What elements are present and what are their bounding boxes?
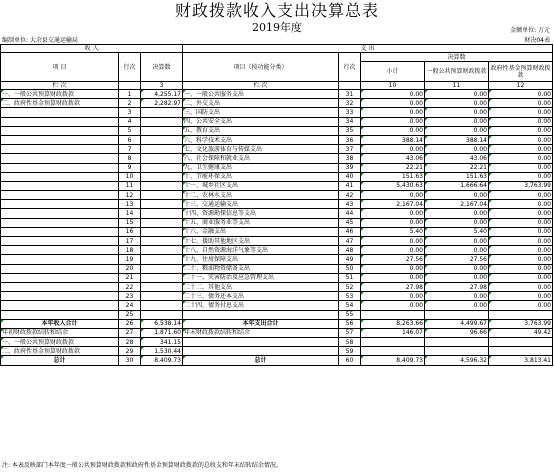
income-line-cell: 5 (119, 126, 141, 135)
income-item-cell (1, 145, 119, 154)
subtotal-cell: 0.00 (361, 301, 425, 310)
expense-item-cell (183, 310, 339, 319)
expense-item-cell: 五、教育支出 (183, 126, 339, 135)
general-budget-cell: 0.00 (425, 126, 489, 135)
income-line-cell: 25 (119, 310, 141, 319)
general-budget-cell: 27.56 (425, 255, 489, 264)
general-budget-cell: 0.00 (425, 246, 489, 255)
subtotal-cell: 0.00 (361, 218, 425, 227)
subtotal-cell: 0.00 (361, 237, 425, 246)
income-line-cell: 3 (119, 108, 141, 117)
subtotal-cell (361, 338, 425, 347)
expense-line-cell: 32 (339, 99, 361, 108)
general-budget-cell (425, 338, 489, 347)
table-row (1, 191, 553, 200)
income-line-cell: 19 (119, 255, 141, 264)
gov-fund-cell (489, 347, 553, 356)
table-row (1, 172, 553, 181)
income-amount-cell (141, 163, 183, 172)
subtotal-cell: 2,167.04 (361, 200, 425, 209)
expense-item-header: 项目（按功能分类） (183, 53, 339, 82)
income-amount-cell (141, 200, 183, 209)
footer-note: 注: 本表反映部门本年度一般公共预算财政拨款和政府性基金预算财政拨款的总收支和年末结转结余情况。 (2, 462, 282, 469)
income-item-cell (1, 301, 119, 310)
table-row (1, 209, 553, 218)
expense-item-cell: 四、公共安全支出 (183, 117, 339, 126)
table-row (1, 273, 553, 282)
income-line-header: 行次 (119, 53, 141, 82)
income-amount-cell (141, 117, 183, 126)
income-amount-cell (141, 255, 183, 264)
income-line-cell: 22 (119, 282, 141, 291)
subtotal-header: 小计 (361, 62, 425, 82)
income-item-cell (1, 108, 119, 117)
expense-line-cell: 48 (339, 246, 361, 255)
income-line-cell: 21 (119, 273, 141, 282)
subtotal-cell: 0.00 (361, 145, 425, 154)
expense-line-cell: 58 (339, 338, 361, 347)
income-amount-cell: 341.15 (141, 338, 183, 347)
income-amount-cell (141, 264, 183, 273)
gov-fund-cell: 3,763.99 (489, 319, 553, 328)
income-line-cell: 20 (119, 264, 141, 273)
general-budget-cell: 0.00 (425, 191, 489, 200)
general-budget-cell: 388.14 (425, 135, 489, 144)
subtotal-cell: 0.00 (361, 90, 425, 99)
expense-line-cell: 33 (339, 108, 361, 117)
table-row (1, 282, 553, 291)
gov-fund-cell: 0.00 (489, 108, 553, 117)
col-index-12: 12 (489, 82, 553, 90)
gov-fund-cell: 49.42 (489, 328, 553, 337)
expense-item-cell: 七、文化旅游体育与传媒支出 (183, 145, 339, 154)
table-row (1, 218, 553, 227)
expense-line-header: 行次 (339, 53, 361, 82)
report-year: 2019年度 (252, 21, 302, 34)
expense-line-cell: 31 (339, 90, 361, 99)
table-row (1, 154, 553, 163)
income-line-cell: 6 (119, 135, 141, 144)
general-budget-cell: 0.00 (425, 273, 489, 282)
income-item-cell (1, 227, 119, 236)
income-item-cell: 一、一般公共预算财政拨款 (1, 90, 119, 99)
subtotal-cell: 0.00 (361, 246, 425, 255)
gov-fund-cell: 0.00 (489, 273, 553, 282)
income-line-cell: 18 (119, 246, 141, 255)
subtotal-cell: 0.00 (361, 99, 425, 108)
expense-line-cell: 43 (339, 200, 361, 209)
general-budget-cell: 0.00 (425, 301, 489, 310)
table-row (1, 356, 553, 365)
gov-fund-cell: 0.00 (489, 191, 553, 200)
table-row (1, 99, 553, 108)
table-row (1, 237, 553, 246)
table-row (1, 181, 553, 190)
col-index-label-2: 栏 次 (183, 82, 339, 90)
income-line-cell: 10 (119, 172, 141, 181)
expense-line-cell: 60 (339, 356, 361, 365)
expense-line-cell: 38 (339, 154, 361, 163)
income-item-cell (1, 191, 119, 200)
income-item-cell (1, 218, 119, 227)
form-number: 财决04表 (524, 37, 550, 44)
general-budget-cell: 0.00 (425, 99, 489, 108)
subtotal-cell (361, 310, 425, 319)
income-amount-cell (141, 246, 183, 255)
expense-line-cell: 53 (339, 292, 361, 301)
general-budget-cell: 4,499.67 (425, 319, 489, 328)
income-amount-cell (141, 108, 183, 117)
expense-item-cell: 二十二、其他支出 (183, 282, 339, 291)
gov-fund-cell: 0.00 (489, 154, 553, 163)
general-budget-cell: 0.00 (425, 209, 489, 218)
subtotal-cell: 0.00 (361, 108, 425, 117)
income-amount-cell (141, 181, 183, 190)
table-row (1, 319, 553, 328)
general-budget-cell: 0.00 (425, 145, 489, 154)
gov-fund-cell: 0.00 (489, 163, 553, 172)
expense-item-cell: 本年支出合计 (183, 319, 339, 328)
income-item-cell (1, 181, 119, 190)
expense-line-cell: 51 (339, 273, 361, 282)
gov-fund-cell: 3,763.99 (489, 181, 553, 190)
income-item-cell: 二、政府性基金预算财政拨款 (1, 347, 119, 356)
income-amount-cell (141, 227, 183, 236)
expense-line-cell: 52 (339, 282, 361, 291)
expense-item-cell: 三、国防支出 (183, 108, 339, 117)
expense-item-cell: 十、节能环保支出 (183, 172, 339, 181)
income-amount-cell: 2,282.97 (141, 99, 183, 108)
gov-fund-cell: 0.00 (489, 282, 553, 291)
gov-fund-cell: 0.00 (489, 209, 553, 218)
gov-fund-cell: 0.00 (489, 117, 553, 126)
table-row (1, 163, 553, 172)
finance-table (0, 44, 553, 366)
gov-fund-cell: 0.00 (489, 145, 553, 154)
income-line-cell: 11 (119, 181, 141, 190)
income-amount-cell (141, 292, 183, 301)
expense-item-cell (183, 338, 339, 347)
income-line-cell: 12 (119, 191, 141, 200)
expense-item-cell: 二十三、债务还本支出 (183, 292, 339, 301)
income-item-cell (1, 117, 119, 126)
income-item-cell: 总计 (1, 356, 119, 365)
subtotal-cell: 0.00 (361, 209, 425, 218)
income-amount-cell (141, 301, 183, 310)
general-budget-cell: 0.00 (425, 292, 489, 301)
subtotal-cell: 0.00 (361, 264, 425, 273)
table-row (1, 264, 553, 273)
income-item-cell (1, 246, 119, 255)
general-budget-cell: 1,666.64 (425, 181, 489, 190)
income-item-cell: 二、政府性基金预算财政拨款 (1, 99, 119, 108)
subtotal-cell: 388.14 (361, 135, 425, 144)
income-amount-cell (141, 237, 183, 246)
table-row (1, 126, 553, 135)
income-line-cell: 9 (119, 163, 141, 172)
table-row (1, 227, 553, 236)
table-row (1, 145, 553, 154)
income-amount-cell (141, 172, 183, 181)
expense-item-cell: 九、卫生健康支出 (183, 163, 339, 172)
income-amount-cell (141, 209, 183, 218)
gov-fund-cell: 0.00 (489, 237, 553, 246)
general-budget-cell: 0.00 (425, 117, 489, 126)
general-budget-cell: 0.00 (425, 264, 489, 273)
expense-item-cell: 十三、交通运输支出 (183, 200, 339, 209)
income-line-cell: 26 (119, 319, 141, 328)
subtotal-cell: 22.21 (361, 163, 425, 172)
general-budget-cell: 43.06 (425, 154, 489, 163)
expense-item-cell: 十二、农林水支出 (183, 191, 339, 200)
expense-item-cell: 十八、自然资源海洋气象等支出 (183, 246, 339, 255)
col-index-10: 10 (361, 82, 425, 90)
subtotal-cell: 151.63 (361, 172, 425, 181)
expense-item-cell: 十一、城乡社区支出 (183, 181, 339, 190)
income-item-cell (1, 255, 119, 264)
expense-item-cell: 十七、援助其他地区支出 (183, 237, 339, 246)
income-item-cell (1, 282, 119, 291)
gov-fund-cell: 0.00 (489, 227, 553, 236)
income-item-cell: 本年收入合计 (1, 319, 119, 328)
expense-line-cell: 47 (339, 237, 361, 246)
expense-item-cell: 年末财政拨款结转和结余 (183, 328, 339, 337)
expense-line-cell: 54 (339, 301, 361, 310)
expense-line-cell: 39 (339, 163, 361, 172)
unit-label: 金额单位: 万元 (510, 27, 550, 34)
general-budget-cell: 0.00 (425, 90, 489, 99)
general-budget-cell: 22.21 (425, 163, 489, 172)
income-line-cell: 24 (119, 301, 141, 310)
income-item-cell: 一、一般公共预算财政拨款 (1, 338, 119, 347)
income-amount-cell (141, 191, 183, 200)
income-amount-cell (141, 273, 183, 282)
expense-line-cell: 37 (339, 145, 361, 154)
income-line-cell: 7 (119, 145, 141, 154)
income-item-cell (1, 273, 119, 282)
expense-line-cell: 45 (339, 218, 361, 227)
income-line-cell: 28 (119, 338, 141, 347)
general-budget-cell: 2,167.04 (425, 200, 489, 209)
income-item-cell (1, 237, 119, 246)
subtotal-cell: 0.00 (361, 126, 425, 135)
general-budget-cell: 151.63 (425, 172, 489, 181)
income-amount-cell (141, 154, 183, 163)
gov-fund-cell: 0.00 (489, 90, 553, 99)
col-index-3: 3 (141, 82, 183, 90)
income-line-cell: 2 (119, 99, 141, 108)
income-item-cell (1, 200, 119, 209)
expense-item-cell: 六、科学技术支出 (183, 135, 339, 144)
table-row (1, 292, 553, 301)
expense-item-cell: 八、社会保障和就业支出 (183, 154, 339, 163)
table-row (1, 328, 553, 337)
gov-fund-cell: 0.00 (489, 292, 553, 301)
subtotal-cell: 146.07 (361, 328, 425, 337)
gov-fund-cell: 0.00 (489, 255, 553, 264)
table-row (1, 347, 553, 356)
table-row (1, 200, 553, 209)
general-budget-cell: 96.66 (425, 328, 489, 337)
gov-fund-cell: 0.00 (489, 172, 553, 181)
income-amount-cell: 1,871.60 (141, 328, 183, 337)
income-item-header: 项 目 (1, 53, 119, 82)
expense-line-cell: 59 (339, 347, 361, 356)
expense-item-cell: 十六、金融支出 (183, 227, 339, 236)
income-item-cell (1, 209, 119, 218)
col-index-11: 11 (425, 82, 489, 90)
income-line-cell: 15 (119, 218, 141, 227)
col-index-label: 栏 次 (1, 82, 119, 90)
expense-line-cell: 49 (339, 255, 361, 264)
income-item-cell (1, 126, 119, 135)
expense-line-cell: 34 (339, 117, 361, 126)
income-amount-cell: 4,255.17 (141, 90, 183, 99)
expense-line-cell: 50 (339, 264, 361, 273)
income-amount-cell: 8,409.73 (141, 356, 183, 365)
income-line-cell: 14 (119, 209, 141, 218)
subtotal-cell: 0.00 (361, 117, 425, 126)
income-item-cell (1, 163, 119, 172)
expense-item-cell: 十四、资源勘探信息等支出 (183, 209, 339, 218)
income-item-cell: 年初财政拨款结转和结余 (1, 328, 119, 337)
expense-item-cell: 二十一、灾害防治及应急管理支出 (183, 273, 339, 282)
gov-fund-cell: 3,813.41 (489, 356, 553, 365)
income-amount-cell (141, 282, 183, 291)
gov-fund-cell: 0.00 (489, 126, 553, 135)
income-line-cell: 8 (119, 154, 141, 163)
general-budget-cell (425, 310, 489, 319)
income-item-cell (1, 292, 119, 301)
general-budget-cell: 4,596.32 (425, 356, 489, 365)
table-row (1, 108, 553, 117)
table-row (1, 135, 553, 144)
table-row (1, 301, 553, 310)
expense-line-cell: 57 (339, 328, 361, 337)
gov-fund-cell: 0.00 (489, 218, 553, 227)
income-amount-cell (141, 126, 183, 135)
gov-fund-cell: 0.00 (489, 200, 553, 209)
expense-line-cell: 56 (339, 319, 361, 328)
income-line-cell: 17 (119, 237, 141, 246)
subtotal-cell: 0.00 (361, 273, 425, 282)
income-amount-header: 决算数 (141, 53, 183, 82)
expense-item-cell: 二十四、债务付息支出 (183, 301, 339, 310)
general-budget-cell (425, 347, 489, 356)
gov-fund-cell: 0.00 (489, 99, 553, 108)
subtotal-cell: 43.06 (361, 154, 425, 163)
expense-item-cell (183, 347, 339, 356)
subtotal-cell: 27.56 (361, 255, 425, 264)
income-line-cell: 23 (119, 292, 141, 301)
income-line-cell: 13 (119, 200, 141, 209)
general-budget-cell: 0.00 (425, 108, 489, 117)
table-row (1, 117, 553, 126)
expense-item-cell: 二十、粮油物资储备支出 (183, 264, 339, 273)
subtotal-cell: 0.00 (361, 292, 425, 301)
expense-group-header: 支 出 (183, 45, 553, 53)
income-item-cell (1, 310, 119, 319)
general-budget-cell: 5.40 (425, 227, 489, 236)
table-row (1, 310, 553, 319)
subtotal-cell: 8,409.73 (361, 356, 425, 365)
income-line-cell: 29 (119, 347, 141, 356)
expense-line-cell: 46 (339, 227, 361, 236)
expense-line-cell: 42 (339, 191, 361, 200)
expense-line-cell: 41 (339, 181, 361, 190)
income-line-cell: 16 (119, 227, 141, 236)
income-line-cell: 30 (119, 356, 141, 365)
income-item-cell (1, 154, 119, 163)
general-budget-cell: 27.98 (425, 282, 489, 291)
gov-fund-cell: 0.00 (489, 135, 553, 144)
gov-fund-cell: 0.00 (489, 264, 553, 273)
table-row (1, 246, 553, 255)
expense-item-cell: 一、一般公共服务支出 (183, 90, 339, 99)
expense-line-cell: 40 (339, 172, 361, 181)
income-line-cell: 27 (119, 328, 141, 337)
income-line-cell: 4 (119, 117, 141, 126)
income-amount-cell (141, 218, 183, 227)
income-line-cell: 1 (119, 90, 141, 99)
income-group-header: 收 入 (1, 45, 183, 53)
subtotal-cell: 0.00 (361, 191, 425, 200)
expense-line-cell: 44 (339, 209, 361, 218)
general-budget-header: 一般公共预算财政拨款 (425, 62, 489, 82)
gov-fund-cell: 0.00 (489, 246, 553, 255)
table-row (1, 255, 553, 264)
expense-line-cell: 35 (339, 126, 361, 135)
income-item-cell (1, 172, 119, 181)
expense-line-cell: 55 (339, 310, 361, 319)
subtotal-cell: 27.98 (361, 282, 425, 291)
gov-fund-header: 政府性基金预算财政拨款 (489, 62, 553, 82)
gov-fund-cell (489, 338, 553, 347)
gov-fund-cell (489, 310, 553, 319)
table-row (1, 90, 553, 99)
general-budget-cell: 0.00 (425, 218, 489, 227)
income-item-cell (1, 264, 119, 273)
org-label: 编制单位: 大余县交通运输局 (2, 37, 78, 44)
gov-fund-cell: 0.00 (489, 301, 553, 310)
income-item-cell (1, 135, 119, 144)
expense-item-cell: 总计 (183, 356, 339, 365)
income-amount-cell: 6,538.14 (141, 319, 183, 328)
expense-final-header: 决算数 (361, 53, 553, 62)
subtotal-cell (361, 347, 425, 356)
income-amount-cell: 1,530.44 (141, 347, 183, 356)
report-title: 财政拨款收入支出决算总表 (174, 1, 379, 20)
subtotal-cell: 5.40 (361, 227, 425, 236)
expense-item-cell: 十五、商业服务业等支出 (183, 218, 339, 227)
income-amount-cell (141, 145, 183, 154)
general-budget-cell: 0.00 (425, 237, 489, 246)
expense-item-cell: 二、外交支出 (183, 99, 339, 108)
table-row (1, 338, 553, 347)
income-amount-cell (141, 135, 183, 144)
expense-item-cell: 十九、住房保障支出 (183, 255, 339, 264)
subtotal-cell: 8,263.66 (361, 319, 425, 328)
income-amount-cell (141, 310, 183, 319)
subtotal-cell: 5,430.63 (361, 181, 425, 190)
expense-line-cell: 36 (339, 135, 361, 144)
